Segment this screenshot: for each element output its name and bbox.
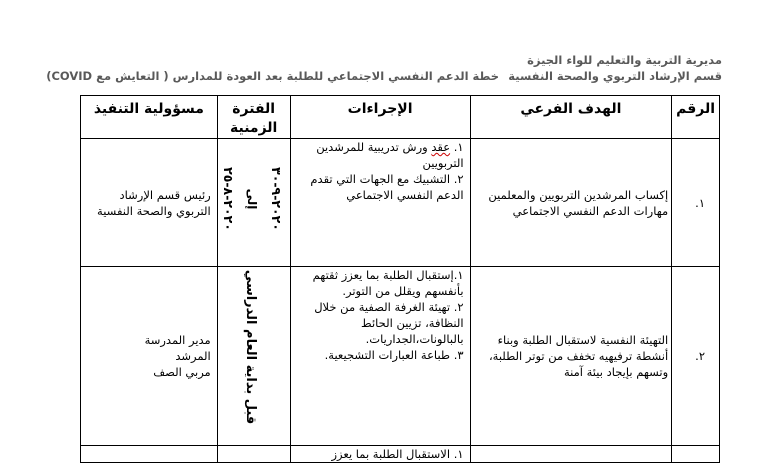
period-text: قبل بداية العام الدراسي xyxy=(242,269,258,425)
row-responsibility xyxy=(81,267,218,446)
table-row xyxy=(81,139,720,267)
spellcheck-word: عقد xyxy=(431,140,451,154)
row-number xyxy=(672,446,720,463)
header-goal: الهدف الفرعي xyxy=(470,96,672,139)
row-goal xyxy=(470,446,672,463)
row-period xyxy=(217,446,290,463)
period-start: ٢٠٢٠-٨-٢٥ xyxy=(220,167,236,231)
row-number: ١. xyxy=(672,139,720,267)
procedure-number: ١. xyxy=(450,140,464,154)
header-num: الرقم xyxy=(672,96,720,139)
responsible-party: المرشد xyxy=(175,349,211,363)
procedure-item: ٣. طباعة العبارات التشجيعية. xyxy=(324,348,464,362)
procedure-item: ٢. تهيئة الغرفة الصفية من خلال النظافة، تزيين الحائط بالبالونات،الجداريات. xyxy=(314,300,464,346)
row-procedures xyxy=(290,139,470,267)
procedure-text: ورش تدريبية للمرشدين التربويين xyxy=(316,140,464,170)
procedure-item: ١. الاستقبال الطلبة بما يعزز xyxy=(331,447,464,461)
plan-table xyxy=(80,95,720,463)
row-period xyxy=(217,267,290,446)
plan-title: خطة الدعم النفسي الاجتماعي للطلبة بعد العودة للمدارس ( التعايش مع COVID) xyxy=(46,69,499,83)
period-end: ٢٠٢٠-٩-٣٠ xyxy=(268,167,284,231)
table-row-partial xyxy=(81,446,720,463)
header-responsibility: مسؤولية التنفيذ xyxy=(81,96,218,139)
table-row xyxy=(81,267,720,446)
table-header-row xyxy=(81,96,720,139)
department-name: قسم الإرشاد التربوي والصحة النفسية xyxy=(508,69,722,83)
header-procedures: الإجراءات xyxy=(290,96,470,139)
row-procedures xyxy=(290,446,470,463)
row-responsibility: رئيس قسم الإرشاد التربوي والصحة النفسية xyxy=(81,139,218,267)
procedure-item: ٢. التشبيك مع الجهات التي تقدم الدعم النفسي الاجتماعي xyxy=(310,172,464,202)
procedure-item: ١.إستقبال الطلبة بما يعزز ثقتهم بأنفسهم ويقلل من التوتر. xyxy=(312,268,464,298)
row-period xyxy=(217,139,290,267)
row-responsibility xyxy=(81,446,218,463)
procedure-item xyxy=(294,139,464,171)
period-to: إلى xyxy=(244,188,259,210)
responsible-party: مدير المدرسة xyxy=(144,333,211,347)
row-number: ٢. xyxy=(672,267,720,446)
top-margin xyxy=(0,0,771,8)
row-goal: التهيئة النفسية لاستقبال الطلبة وبناء أنشطة ترفيهيه تخفف من توتر الطلبة، وتسهم بإيجاد بيئة آمنة xyxy=(470,267,672,446)
responsible-party: مربي الصف xyxy=(153,365,211,379)
header-period: الفترة الزمنية xyxy=(217,96,290,139)
row-procedures xyxy=(290,267,470,446)
row-goal: إكساب المرشدين التربويين والمعلمين مهارات الدعم النفسي الاجتماعي xyxy=(470,139,672,267)
organization-name: مديرية التربية والتعليم للواء الجيزة xyxy=(527,53,722,67)
